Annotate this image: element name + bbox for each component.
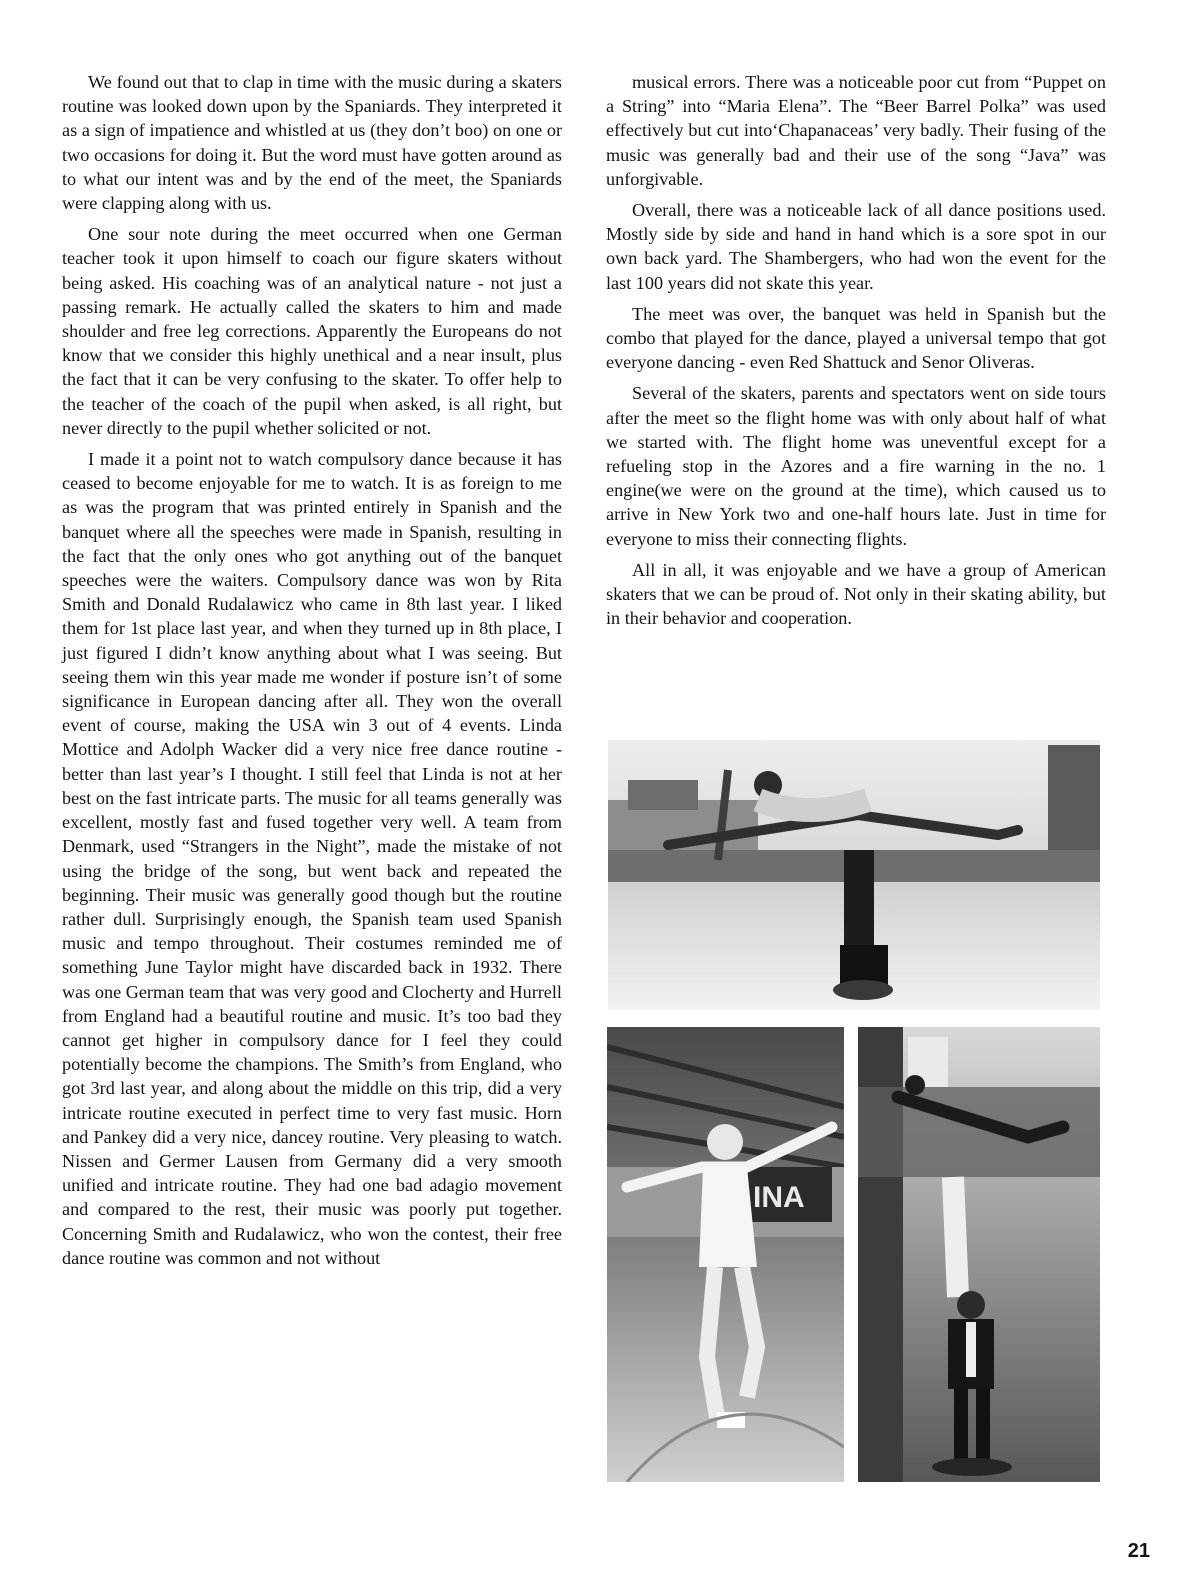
left-text-column bbox=[62, 70, 562, 1277]
photo-lift-pair bbox=[858, 1027, 1100, 1482]
paragraph: The meet was over, the banquet was held in Spanish but the combo that played for the dance, played a universal tempo that got everyone dancing - even Red Shattuck and Senor Oliveras. bbox=[606, 303, 1106, 373]
paragraph: Several of the skaters, parents and spectators went on side tours after the meet so the flight home was with only about half of what we started with. The flight home was uneventful except for a refueling stop in the Azores and a fire warning in the no. 1 engine(we were on the ground at the time), which caused us to arrive in New York two and one-half hours late. Just in time for everyone to miss their connecting flights. bbox=[606, 383, 1106, 549]
paragraph: All in all, it was enjoyable and we have a group of American skaters that we can be proud of. Not only in their skating ability, but in their behavior and cooperation. bbox=[606, 559, 1106, 629]
paragraph: Overall, there was a noticeable lack of all dance positions used. Mostly side by side and hand in hand which is a sore spot in our own back yard. The Shambergers, who had won the event for the last 100 years did not skate this year. bbox=[606, 200, 1106, 293]
photo-pair-skaters bbox=[608, 740, 1100, 1010]
right-text-column bbox=[606, 70, 1106, 637]
paragraph: One sour note during the meet occurred when one German teacher took it upon himself to coach our figure skaters without being asked. His coaching was of an analytical nature - not just a passing remark. He actually called the skaters to him and made shoulder and free leg corrections. Apparently the Europeans do not know that we consider this highly unethical and a near insult, plus the fact that it can be very confusing to the skater. To offer help to the teacher of the coach of the pupil when asked, is all right, but never directly to the pupil whether solicited or not. bbox=[62, 224, 562, 438]
banner-text: INA bbox=[753, 1181, 805, 1214]
paragraph: We found out that to clap in time with the music during a skaters routine was looked down upon by the Spaniards. They interpreted it as a sign of impatience and whistled at us (they don’t boo) on one or two occasions for doing it. But the word must have gotten around as to what our intent was and by the end of the meet, the Spaniards were clapping along with us. bbox=[62, 72, 562, 214]
page-number: 21 bbox=[1127, 1540, 1150, 1562]
paragraph: I made it a point not to watch compulsory dance because it has ceased to become enjoyable for me to watch. It is as foreign to me as was the program that was printed entirely in Spanish and the banquet where all the speeches were made in Spanish, resulting in the fact that the only ones who got anything out of the banquet speeches were the waiters. Compulsory dance was won by Rita Smith and Donald Rudalawicz who came in 8th last year. I liked them for 1st place last year, and when they turned up in 8th place, I just figured I didn’t know anything about what I was seeing. But seeing them win this year made me wonder if posture isn’t of some significance in European dancing after all. They won the overall event of course, making the USA win 3 out of 4 events. Linda Mottice and Adolph Wacker did a very nice free dance routine - better than last year’s I thought. I still feel that Linda is not at her best on the fast intricate parts. The music for all teams generally was excellent, mostly fast and fused together very well. A team from Denmark, used “Strangers in the Night”, made the mistake of not using the bridge of the song, but went back and repeated the beginning. Their music was generally good though but the routine rather dull. Surprisingly enough, the Spanish team used Spanish music and tempo throughout. Their costumes reminded me of something June Taylor might have discarded back in 1932. There was one German team that was very good and Clocherty and Hurrell from England had a beautiful routine and music. It’s too bad they cannot get higher in compulsory dance for I feel they could potentially become the champions. The Smith’s from England, who got 3rd last year, and along about the middle on this trip, did a very intricate routine executed in perfect time to very fast music. Horn and Pankey did a very nice, dancey routine. Very pleasing to watch. Nissen and Germer Lausen from Germany did a very smooth unified and intricate routine. They had one bad adagio movement and compared to the rest, their music was poorly put together. Concerning Smith and Rudalawicz, who won the contest, their free dance routine was common and not without bbox=[62, 449, 562, 1268]
photo-solo-skater bbox=[607, 1027, 844, 1482]
paragraph: musical errors. There was a noticeable poor cut from “Puppet on a String” into “Maria Elena”. The “Beer Barrel Polka” was used effectively but cut into‘Chapanaceas’ very badly. Their fusing of the music was generally bad and their use of the song “Java” was unforgivable. bbox=[606, 72, 1106, 189]
